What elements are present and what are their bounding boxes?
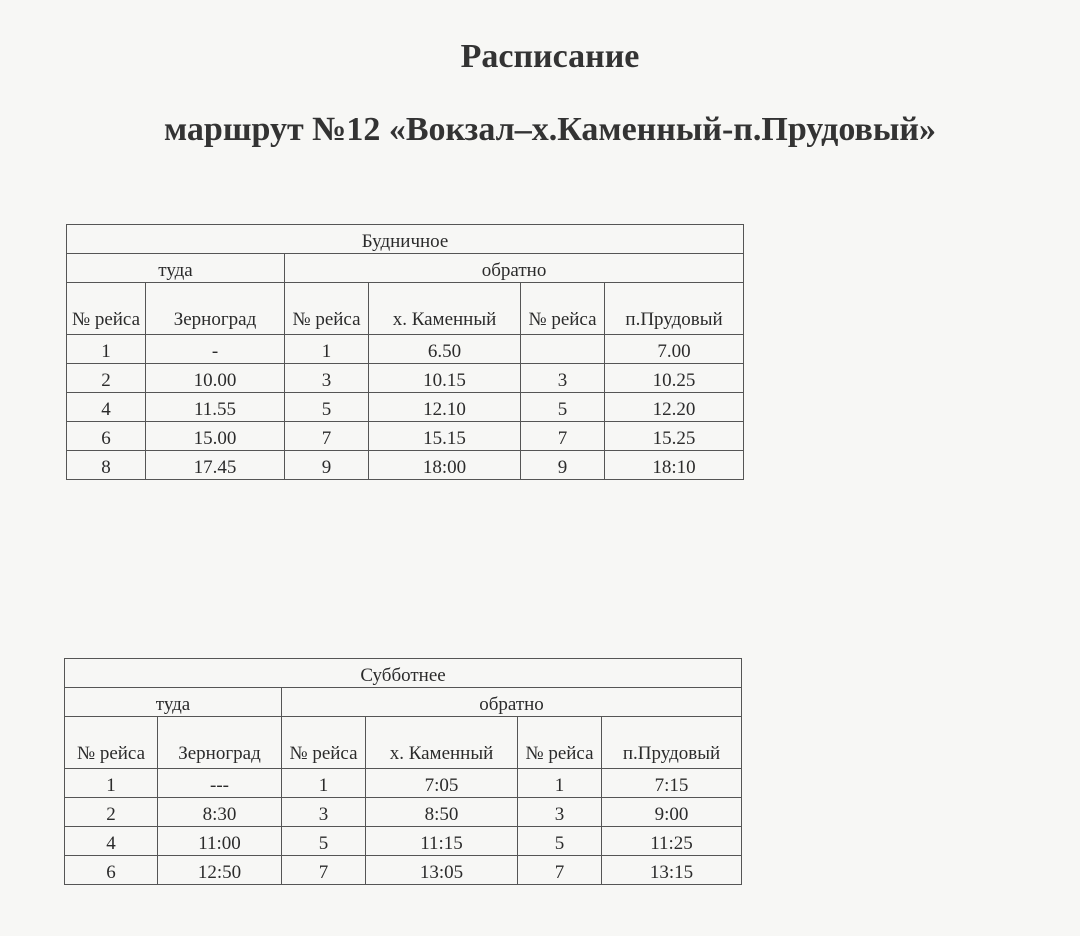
trip-back-number-cell: 9 <box>285 451 369 480</box>
direction-to-header: туда <box>65 688 282 717</box>
prudovy-header: п.Прудовый <box>605 283 744 335</box>
table-row <box>67 451 744 480</box>
prudovy-time-cell: 18:10 <box>605 451 744 480</box>
saturday-rows <box>65 769 742 885</box>
table-row <box>65 798 742 827</box>
zernograd-time-cell: 11:00 <box>158 827 282 856</box>
kamenny-time-cell: 13:05 <box>366 856 518 885</box>
table-row <box>67 393 744 422</box>
zernograd-time-cell: 8:30 <box>158 798 282 827</box>
zernograd-header: Зерноград <box>158 717 282 769</box>
trip-back-number-cell: 1 <box>282 769 366 798</box>
kamenny-time-cell: 10.15 <box>369 364 521 393</box>
prudovy-time-cell: 10.25 <box>605 364 744 393</box>
trip-number-header: № рейса <box>282 717 366 769</box>
weekday-label: Будничное <box>67 225 744 254</box>
trip-back-number-2-cell: 3 <box>521 364 605 393</box>
trip-to-number-cell: 2 <box>67 364 146 393</box>
prudovy-header: п.Прудовый <box>602 717 742 769</box>
saturday-schedule-table <box>64 658 742 885</box>
trip-back-number-cell: 5 <box>282 827 366 856</box>
trip-to-number-cell: 4 <box>67 393 146 422</box>
direction-back-header: обратно <box>282 688 742 717</box>
trip-to-number-cell: 4 <box>65 827 158 856</box>
zernograd-time-cell: - <box>146 335 285 364</box>
trip-back-number-2-cell: 7 <box>518 856 602 885</box>
weekday-rows <box>67 335 744 480</box>
trip-back-number-2-cell: 5 <box>521 393 605 422</box>
kamenny-header: х. Каменный <box>366 717 518 769</box>
weekday-schedule-table <box>66 224 744 480</box>
trip-back-number-cell: 7 <box>282 856 366 885</box>
prudovy-time-cell: 9:00 <box>602 798 742 827</box>
prudovy-time-cell: 15.25 <box>605 422 744 451</box>
page-title: Расписание <box>460 38 640 75</box>
trip-to-number-cell: 8 <box>67 451 146 480</box>
table-row <box>65 769 742 798</box>
zernograd-time-cell: 10.00 <box>146 364 285 393</box>
table-row <box>65 827 742 856</box>
kamenny-time-cell: 18:00 <box>369 451 521 480</box>
trip-back-number-cell: 5 <box>285 393 369 422</box>
zernograd-time-cell: 12:50 <box>158 856 282 885</box>
zernograd-time-cell: --- <box>158 769 282 798</box>
trip-back-number-2-cell: 7 <box>521 422 605 451</box>
trip-back-number-2-cell: 1 <box>518 769 602 798</box>
trip-number-header: № рейса <box>65 717 158 769</box>
kamenny-time-cell: 15.15 <box>369 422 521 451</box>
trip-back-number-2-cell <box>521 335 605 364</box>
zernograd-time-cell: 15.00 <box>146 422 285 451</box>
prudovy-time-cell: 13:15 <box>602 856 742 885</box>
trip-number-header: № рейса <box>285 283 369 335</box>
trip-number-header: № рейса <box>521 283 605 335</box>
kamenny-time-cell: 8:50 <box>366 798 518 827</box>
trip-to-number-cell: 1 <box>65 769 158 798</box>
prudovy-time-cell: 12.20 <box>605 393 744 422</box>
direction-to-header: туда <box>67 254 285 283</box>
trip-back-number-cell: 3 <box>282 798 366 827</box>
kamenny-time-cell: 11:15 <box>366 827 518 856</box>
trip-to-number-cell: 2 <box>65 798 158 827</box>
trip-to-number-cell: 6 <box>67 422 146 451</box>
trip-back-number-2-cell: 9 <box>521 451 605 480</box>
kamenny-time-cell: 7:05 <box>366 769 518 798</box>
trip-back-number-cell: 7 <box>285 422 369 451</box>
kamenny-time-cell: 6.50 <box>369 335 521 364</box>
trip-to-number-cell: 1 <box>67 335 146 364</box>
direction-back-header: обратно <box>285 254 744 283</box>
kamenny-time-cell: 12.10 <box>369 393 521 422</box>
zernograd-time-cell: 11.55 <box>146 393 285 422</box>
prudovy-time-cell: 11:25 <box>602 827 742 856</box>
kamenny-header: х. Каменный <box>369 283 521 335</box>
trip-back-number-2-cell: 3 <box>518 798 602 827</box>
table-row <box>67 422 744 451</box>
zernograd-header: Зерноград <box>146 283 285 335</box>
trip-back-number-cell: 3 <box>285 364 369 393</box>
table-row <box>67 364 744 393</box>
prudovy-time-cell: 7.00 <box>605 335 744 364</box>
trip-number-header: № рейса <box>518 717 602 769</box>
route-title: маршрут №12 «Вокзал–х.Каменный-п.Прудовый» <box>163 111 937 148</box>
trip-back-number-2-cell: 5 <box>518 827 602 856</box>
zernograd-time-cell: 17.45 <box>146 451 285 480</box>
saturday-label: Субботнее <box>65 659 742 688</box>
table-row <box>67 335 744 364</box>
table-row <box>65 856 742 885</box>
prudovy-time-cell: 7:15 <box>602 769 742 798</box>
trip-to-number-cell: 6 <box>65 856 158 885</box>
trip-number-header: № рейса <box>67 283 146 335</box>
trip-back-number-cell: 1 <box>285 335 369 364</box>
